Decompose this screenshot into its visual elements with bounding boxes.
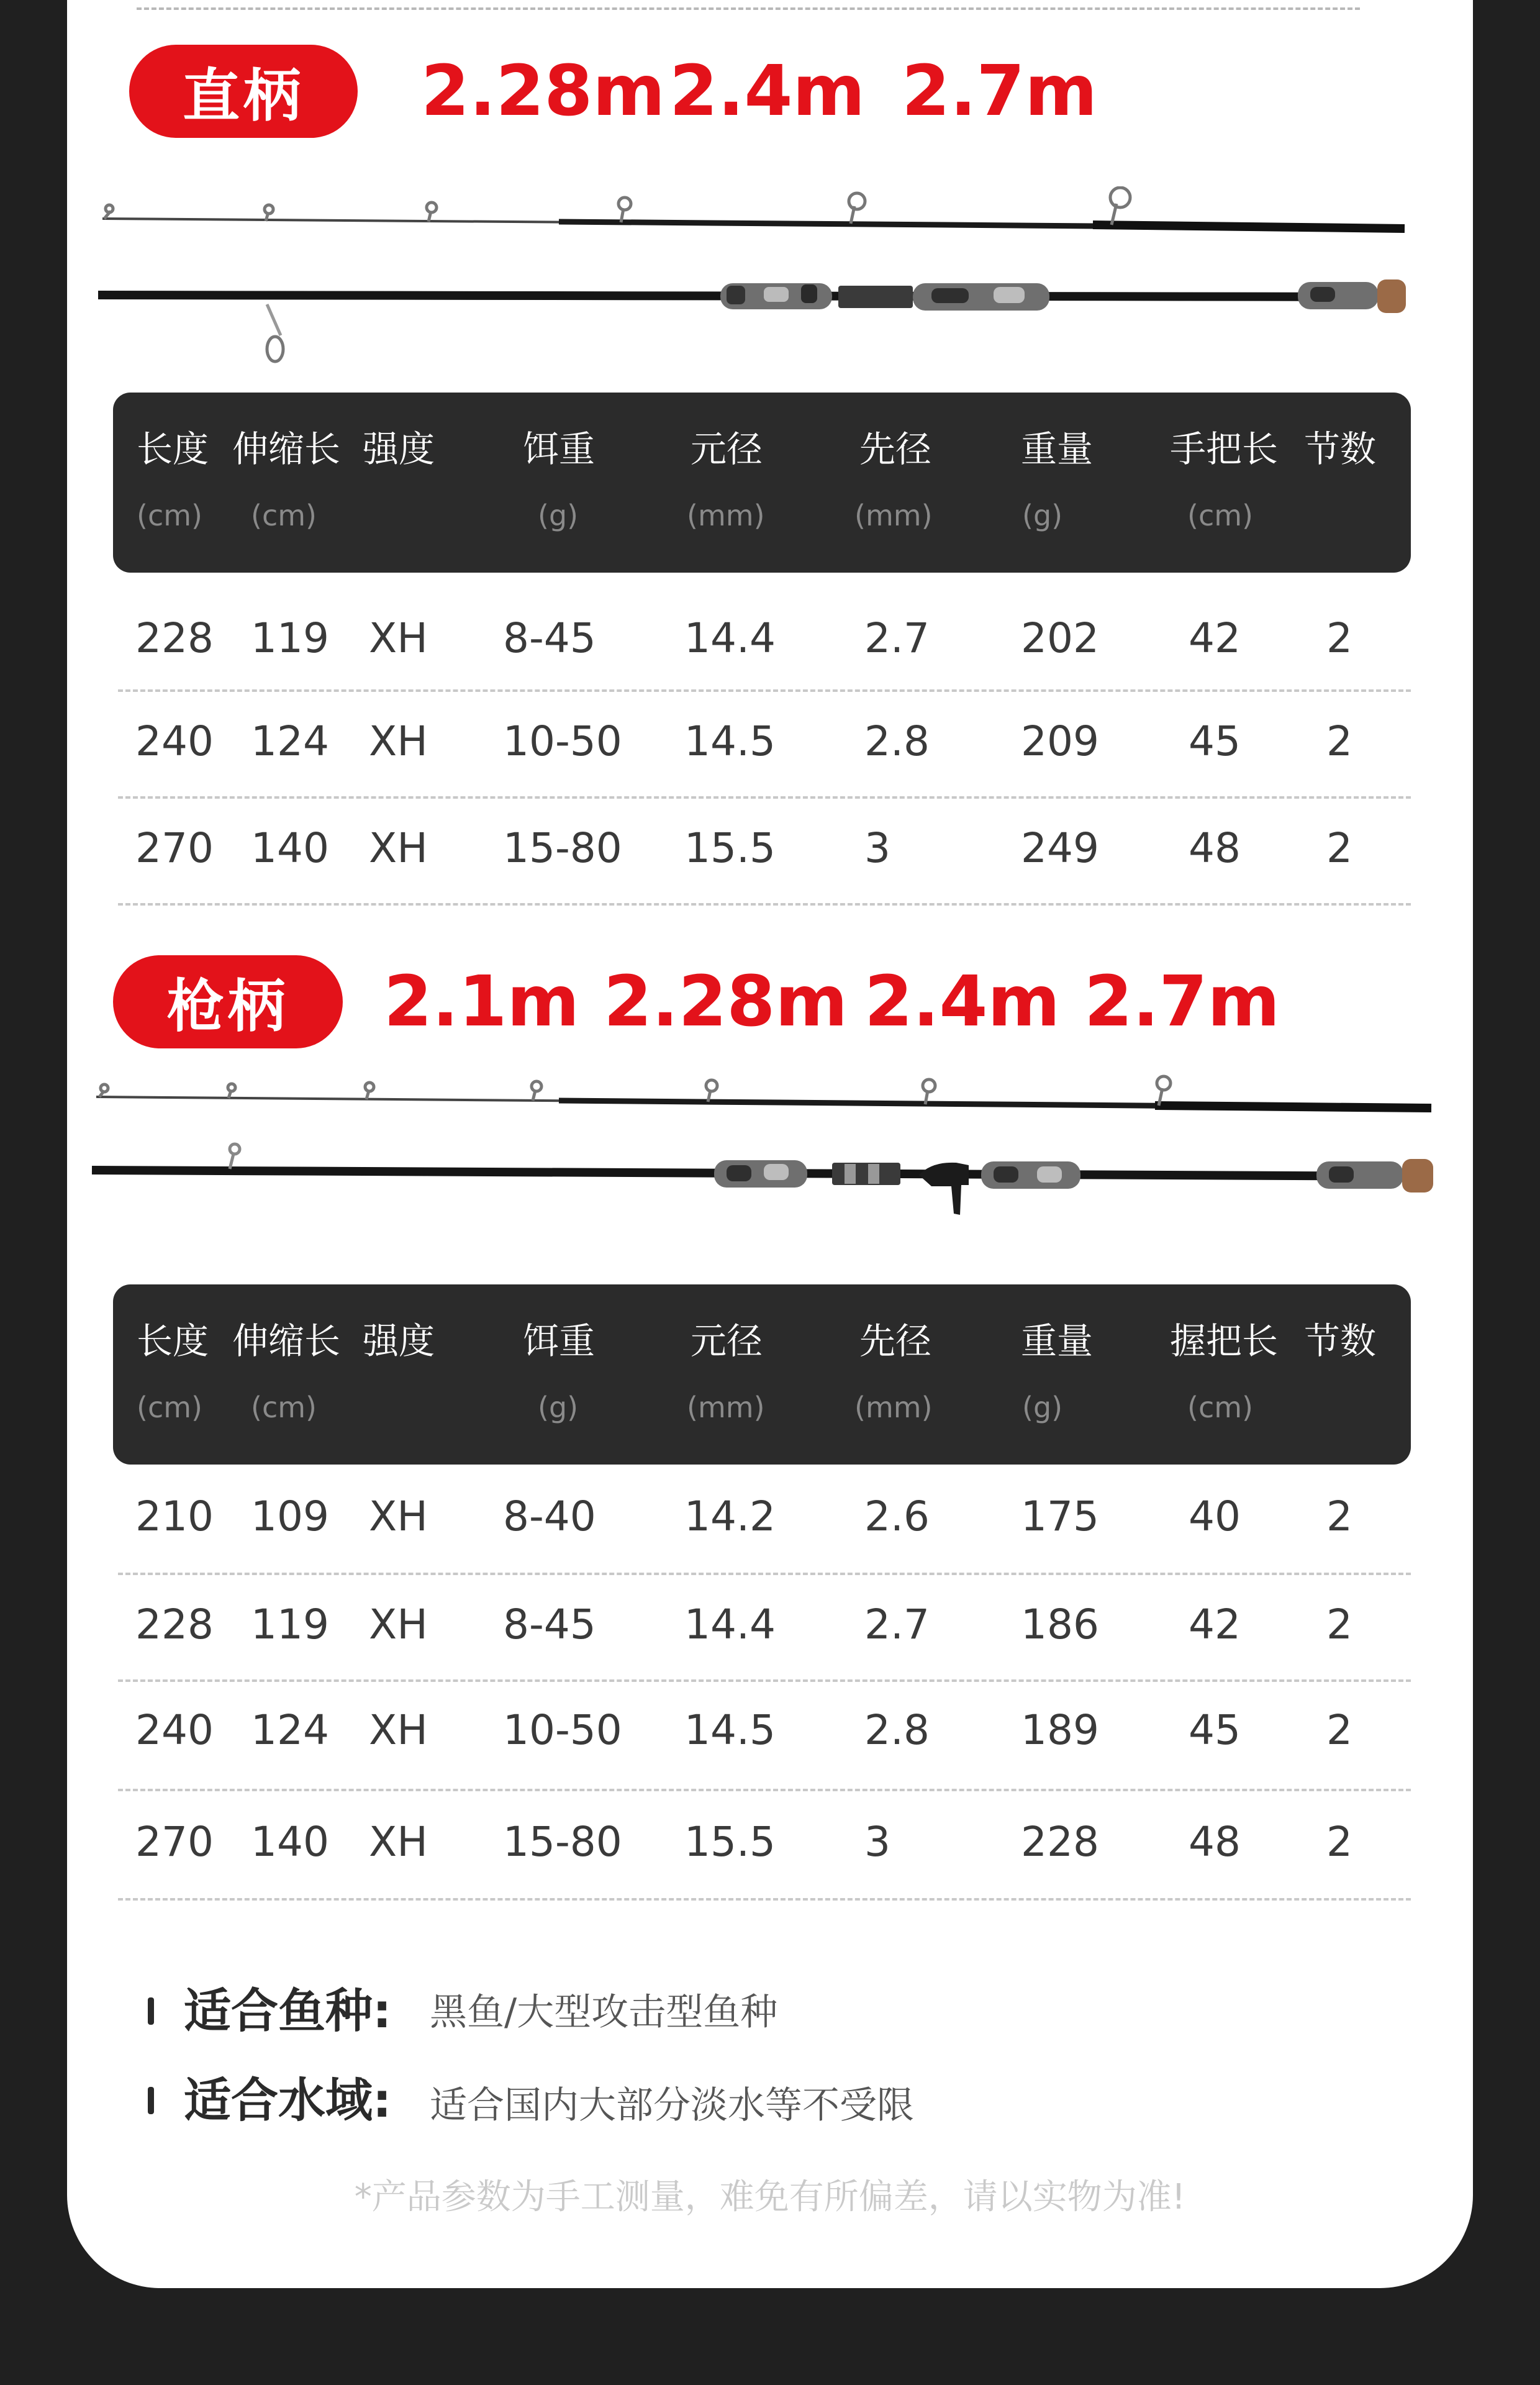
unit-cell: (mm): [854, 499, 933, 532]
water-label: 适合水域:: [184, 2073, 392, 2128]
bullet-marker: [148, 2087, 154, 2114]
table-cell: 240: [135, 1706, 214, 1754]
table-cell: 42: [1189, 1601, 1241, 1648]
table-cell: 15-80: [503, 1818, 622, 1866]
table-row: [113, 799, 1411, 906]
table-row: [113, 1682, 1411, 1791]
straight-handle-badge: 直柄: [129, 45, 358, 138]
header-cell: 伸缩长: [232, 1320, 341, 1362]
table-cell: 48: [1189, 824, 1241, 872]
table-cell: 175: [1021, 1492, 1099, 1540]
species-label: 适合鱼种:: [184, 1983, 392, 2038]
table-cell: 124: [251, 717, 329, 765]
length-option: 2.28m: [421, 51, 666, 132]
table-cell: 10-50: [503, 1706, 622, 1754]
table-row: [113, 1791, 1411, 1901]
header-cell: 伸缩长: [232, 428, 341, 470]
table-cell: 270: [135, 824, 214, 872]
header-cell: 节数: [1304, 1320, 1377, 1362]
table-cell: 240: [135, 717, 214, 765]
header-cell: 重量: [1021, 1320, 1094, 1362]
table-cell: XH: [369, 824, 428, 872]
header-cell: 手把长: [1170, 428, 1279, 470]
unit-cell: (cm): [251, 499, 317, 532]
length-option: 2.7m: [902, 51, 1098, 132]
table-cell: XH: [369, 1492, 428, 1540]
unit-cell: (mm): [854, 1391, 933, 1424]
table-cell: 2: [1326, 1706, 1352, 1754]
unit-cell: (mm): [687, 499, 765, 532]
length-option: 2.7m: [1084, 961, 1280, 1042]
table-cell: 45: [1189, 717, 1241, 765]
table-cell: 40: [1189, 1492, 1241, 1540]
unit-cell: (g): [538, 1391, 579, 1424]
header-cell: 长度: [137, 1320, 209, 1362]
table-cell: 3: [864, 1818, 890, 1866]
species-value: 黑鱼/大型攻击型鱼种: [430, 1991, 778, 2034]
unit-cell: (cm): [1187, 1391, 1253, 1424]
length-option: 2.28m: [604, 961, 848, 1042]
table-cell: 3: [864, 824, 890, 872]
table-cell: 119: [251, 1601, 329, 1648]
unit-cell: (g): [538, 499, 579, 532]
header-cell: 元径: [691, 428, 763, 470]
table-row: [113, 593, 1411, 692]
table-cell: 15.5: [684, 824, 776, 872]
table-cell: 2: [1326, 1818, 1352, 1866]
header-cell: 强度: [363, 1320, 435, 1362]
header-cell: 强度: [363, 428, 435, 470]
table-cell: 202: [1021, 614, 1099, 662]
table-cell: 2.8: [864, 1706, 930, 1754]
table-cell: 2: [1326, 717, 1352, 765]
disclaimer-note: *产品参数为手工测量，难免有所偏差，请以实物为准!: [354, 2177, 1186, 2217]
table-row: [113, 1467, 1411, 1575]
pistol-rod-image: [0, 1074, 1540, 1230]
table-cell: 8-45: [503, 1601, 596, 1648]
table-cell: 124: [251, 1706, 329, 1754]
table-cell: 15-80: [503, 824, 622, 872]
length-option: 2.1m: [384, 961, 580, 1042]
table-cell: XH: [369, 1818, 428, 1866]
table-cell: 15.5: [684, 1818, 776, 1866]
table-cell: 2: [1326, 824, 1352, 872]
table-cell: 2.7: [864, 1601, 930, 1648]
unit-cell: (cm): [251, 1391, 317, 1424]
pistol-handle-badge: 枪柄: [113, 955, 343, 1048]
table-cell: XH: [369, 1601, 428, 1648]
table-cell: 2.7: [864, 614, 930, 662]
unit-cell: (cm): [137, 1391, 202, 1424]
unit-cell: (g): [1022, 1391, 1063, 1424]
header-cell: 饵重: [523, 428, 596, 470]
unit-cell: (g): [1022, 499, 1063, 532]
table-cell: 2: [1326, 1601, 1352, 1648]
table-cell: 189: [1021, 1706, 1099, 1754]
table-cell: 14.5: [684, 717, 776, 765]
table-row: [113, 692, 1411, 799]
pistol-table-header: [113, 1284, 1411, 1465]
straight-table-header: [113, 393, 1411, 573]
table-cell: 48: [1189, 1818, 1241, 1866]
table-cell: 186: [1021, 1601, 1099, 1648]
row-divider: [118, 903, 1411, 906]
header-cell: 饵重: [523, 1320, 596, 1362]
unit-cell: (cm): [137, 499, 202, 532]
table-cell: 249: [1021, 824, 1099, 872]
header-cell: 元径: [691, 1320, 763, 1362]
table-cell: 119: [251, 614, 329, 662]
length-option: 2.4m: [669, 51, 866, 132]
table-cell: 228: [1021, 1818, 1099, 1866]
table-cell: 10-50: [503, 717, 622, 765]
table-cell: 209: [1021, 717, 1099, 765]
table-cell: 140: [251, 824, 329, 872]
table-cell: 228: [135, 1601, 214, 1648]
table-cell: XH: [369, 717, 428, 765]
header-cell: 重量: [1021, 428, 1094, 470]
row-divider: [118, 1898, 1411, 1901]
table-cell: 228: [135, 614, 214, 662]
length-option: 2.4m: [864, 961, 1061, 1042]
table-row: [113, 1575, 1411, 1682]
table-cell: 14.4: [684, 1601, 776, 1648]
table-cell: 2.8: [864, 717, 930, 765]
table-cell: 42: [1189, 614, 1241, 662]
table-cell: XH: [369, 614, 428, 662]
divider: [137, 7, 1360, 10]
table-cell: 109: [251, 1492, 329, 1540]
table-cell: XH: [369, 1706, 428, 1754]
table-cell: 210: [135, 1492, 214, 1540]
header-cell: 先径: [859, 428, 932, 470]
table-cell: 2: [1326, 1492, 1352, 1540]
table-cell: 14.2: [684, 1492, 776, 1540]
table-cell: 2.6: [864, 1492, 930, 1540]
header-cell: 握把长: [1170, 1320, 1279, 1362]
table-cell: 8-45: [503, 614, 596, 662]
table-cell: 270: [135, 1818, 214, 1866]
straight-rod-image: [0, 186, 1540, 373]
table-cell: 14.4: [684, 614, 776, 662]
table-cell: 2: [1326, 614, 1352, 662]
table-cell: 45: [1189, 1706, 1241, 1754]
unit-cell: (mm): [687, 1391, 765, 1424]
table-cell: 140: [251, 1818, 329, 1866]
water-value: 适合国内大部分淡水等不受限: [430, 2084, 914, 2127]
header-cell: 长度: [137, 428, 209, 470]
unit-cell: (cm): [1187, 499, 1253, 532]
table-cell: 8-40: [503, 1492, 596, 1540]
header-cell: 节数: [1304, 428, 1377, 470]
table-cell: 14.5: [684, 1706, 776, 1754]
header-cell: 先径: [859, 1320, 932, 1362]
bullet-marker: [148, 1997, 154, 2025]
